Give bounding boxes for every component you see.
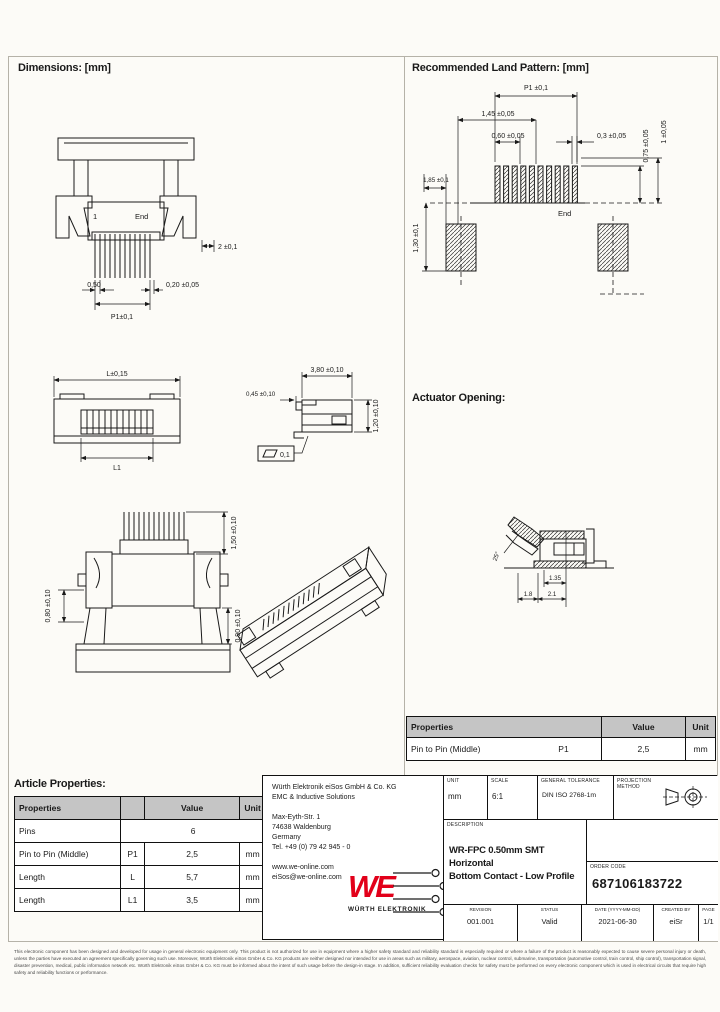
lp-to-anchor-dim: 1,45 ±0,05 xyxy=(481,111,515,118)
unit-cell xyxy=(443,776,487,819)
article-properties-title: Article Properties: xyxy=(14,778,106,790)
side-view-drawing xyxy=(244,324,399,499)
table-row xyxy=(15,819,265,842)
projection-symbol-icon xyxy=(662,784,708,812)
status-cell xyxy=(517,904,581,941)
projection-cell xyxy=(613,776,718,819)
status-label: STATUS xyxy=(540,907,559,912)
table-row xyxy=(15,888,265,911)
page-value: 1/1 xyxy=(703,917,714,926)
article-properties-table xyxy=(14,796,266,912)
column-divider xyxy=(404,56,405,775)
unit-label: UNIT xyxy=(447,778,460,784)
isometric-view-drawing xyxy=(218,528,403,698)
order-code-label: ORDER CODE xyxy=(590,864,626,870)
article-row-value: 5,7 xyxy=(144,866,239,888)
lp-end-label: End xyxy=(558,209,572,218)
disclaimer-text: This electronic component has been designed and developed for usage in general electronic equipment only. This product is not authorized for use in equipment where a higher safety standard and reliability standard is especially required or where a failure of the product is reasonably expected to cause severe personal injury or death, unless the parties have executed an agreement specifically governing such use. Moreover, Würth Elektronik eiSos GmbH & Co. KG products are neither designed nor intended for use in areas such as military, aerospace, aviation, nuclear control, submarine, transportation (automotive control, train control, ship control), transportation signal, disaster prevention, medical, public information network etc. Würth Elektronik eiSos GmbH & Co. KG must be informed about the intent of such usage before the design-in stage. In addition, sufficient reliability evaluation checks for safety must be performed on every electronic component which is used in electrical circuits that require high safety and reliability functions or performance. xyxy=(14,949,706,975)
company-line xyxy=(272,853,396,863)
order-code-value: 687106183722 xyxy=(592,876,683,891)
revision-label: REVISION xyxy=(469,907,492,912)
front-view-end-label: End xyxy=(135,212,149,221)
top-view-drawing xyxy=(46,348,206,478)
article-row-name: Pins xyxy=(15,820,120,842)
top-view-length-dim: L±0,15 xyxy=(106,371,128,378)
lp-pad-len-dim: 0,75 ±0,05 xyxy=(643,129,650,163)
company-line: Tel. +49 (0) 79 42 945 - 0 xyxy=(272,844,351,851)
back-view-right-top-dim: 1,50 ±0,10 xyxy=(231,516,238,550)
article-row-unit: mm xyxy=(239,866,265,888)
article-row-name: Pin to Pin (Middle) xyxy=(15,843,120,865)
article-header-value: Value xyxy=(144,797,239,819)
side-view-flatness-value: 0,1 xyxy=(280,452,290,459)
title-block xyxy=(262,775,717,940)
lp-pad-width-dim: 0,3 ±0,05 xyxy=(597,133,627,140)
actuator-back-dim: 1.8 xyxy=(523,591,533,598)
company-address xyxy=(272,783,396,883)
front-view-padwidth-dim: 0,20 ±0,05 xyxy=(166,282,200,289)
front-view-pinrow-dim: P1±0,1 xyxy=(110,314,134,321)
article-row-unit: mm xyxy=(239,889,265,911)
table-row xyxy=(15,865,265,888)
lp-overall-dim: P1 ±0,1 xyxy=(523,85,549,92)
land-pattern-drawing xyxy=(410,76,716,341)
tolerance-label: GENERAL TOLERANCE xyxy=(541,778,600,784)
we-logo: WE xyxy=(348,869,394,904)
scale-label: SCALE xyxy=(491,778,509,784)
actuator-title: Actuator Opening: xyxy=(412,392,506,404)
table-row xyxy=(15,842,265,865)
description-line1: WR-FPC 0.50mm SMT Horizontal xyxy=(449,845,545,869)
company-line: www.we-online.com xyxy=(272,864,334,871)
description-label: DESCRIPTION xyxy=(447,822,484,828)
actuator-inner-dim: 1.35 xyxy=(548,575,562,582)
back-view-left-dim: 0,80 ±0,10 xyxy=(45,589,52,623)
article-header-unit: Unit xyxy=(239,797,265,819)
article-row-name: Length xyxy=(15,889,120,911)
we-wordmark: WÜRTH ELEKTRONIK xyxy=(348,906,427,913)
actuator-front-dim: 2.1 xyxy=(547,591,557,598)
revision-value: 001.001 xyxy=(466,917,495,926)
side-view-depth-dim: 3,80 ±0,10 xyxy=(310,367,344,374)
projection-label-line1: PROJECTION xyxy=(617,778,652,784)
actuator-angle-dim: 25° xyxy=(491,550,502,563)
order-code-cell xyxy=(586,861,718,904)
scale-value: 6:1 xyxy=(492,792,504,801)
description-cell xyxy=(443,819,586,904)
company-line: 74638 Waldenburg xyxy=(272,824,331,831)
article-row-value: 2,5 xyxy=(144,843,239,865)
lp-pad-pitch-dim: 0,60 ±0,05 xyxy=(491,133,525,140)
tolerance-cell xyxy=(537,776,613,819)
side-view-height-dim: 1,20 ±0,10 xyxy=(373,399,380,433)
article-table-header-row xyxy=(15,797,265,819)
created-by-cell xyxy=(653,904,698,941)
company-line: EMC & Inductive Solutions xyxy=(272,794,355,801)
back-view-right-bottom-dim: 0,90 ±0,10 xyxy=(235,609,242,643)
lp-row-unit: mm xyxy=(685,738,715,760)
lp-table-row xyxy=(407,737,715,760)
front-view-pin1-label: 1 xyxy=(93,212,98,221)
side-view-nose-dim: 0,45 ±0,10 xyxy=(246,391,276,398)
lp-table-header-properties: Properties xyxy=(407,717,601,737)
created-by-value: eiSr xyxy=(669,917,683,926)
status-value: Valid xyxy=(541,917,558,926)
dimensions-title: Dimensions: [mm] xyxy=(18,62,111,74)
top-view-inner-dim: L1 xyxy=(113,465,121,472)
projection-label-line2: METHOD xyxy=(617,784,640,790)
date-label: DATE (YYYY-MM-DD) xyxy=(594,907,641,912)
article-row-symbol: L1 xyxy=(120,889,144,911)
lp-row-symbol: P1 xyxy=(526,738,601,760)
land-pattern-table xyxy=(406,716,716,761)
article-header-symbol xyxy=(120,797,144,819)
revision-cell xyxy=(443,904,517,941)
description-line2: Bottom Contact - Low Profile xyxy=(449,871,575,882)
date-value: 2021-06-30 xyxy=(598,917,637,926)
page-cell xyxy=(698,904,718,941)
article-header-properties: Properties xyxy=(15,797,120,819)
article-row-symbol: L xyxy=(120,866,144,888)
company-line: eiSos@we-online.com xyxy=(272,874,342,881)
front-view-drawing xyxy=(42,128,256,330)
company-line: Würth Elektronik eiSos GmbH & Co. KG xyxy=(272,784,397,791)
article-row-value: 3,5 xyxy=(144,889,239,911)
tolerance-value: DIN ISO 2768-1m xyxy=(542,792,597,799)
company-line: Germany xyxy=(272,834,301,841)
article-row-unit: mm xyxy=(239,843,265,865)
front-view-side-dim: 2 ±0,1 xyxy=(218,244,238,251)
article-row-symbol: P1 xyxy=(120,843,144,865)
company-line: Max-Eyth-Str. 1 xyxy=(272,814,321,821)
actuator-drawing xyxy=(474,491,649,646)
back-view-drawing xyxy=(34,494,246,694)
article-row-name: Length xyxy=(15,866,120,888)
lp-table-header-row xyxy=(407,717,715,737)
created-by-label: CREATED BY xyxy=(661,907,691,912)
lp-anchor-len-dim: 1,30 ±0,1 xyxy=(413,223,420,253)
lp-table-header-value: Value xyxy=(601,717,685,737)
lp-table-header-unit: Unit xyxy=(685,717,715,737)
scale-cell xyxy=(487,776,537,819)
article-row-value: 6 xyxy=(120,820,265,842)
lp-anchor-offset-dim: 1,85 ±0,1 xyxy=(423,177,449,184)
lp-pad-len-outer-dim: 1 ±0,05 xyxy=(661,120,668,144)
land-pattern-title: Recommended Land Pattern: [mm] xyxy=(412,62,589,74)
spare-cell xyxy=(586,819,718,861)
lp-row-value: 2,5 xyxy=(601,738,685,760)
front-view-pitch-dim: 0,50 xyxy=(87,282,101,289)
company-line xyxy=(272,803,396,813)
page-label: PAGE xyxy=(702,907,715,912)
date-cell xyxy=(581,904,653,941)
company-address-cell xyxy=(263,776,443,938)
unit-value: mm xyxy=(448,792,462,801)
lp-row-name: Pin to Pin (Middle) xyxy=(407,738,526,760)
